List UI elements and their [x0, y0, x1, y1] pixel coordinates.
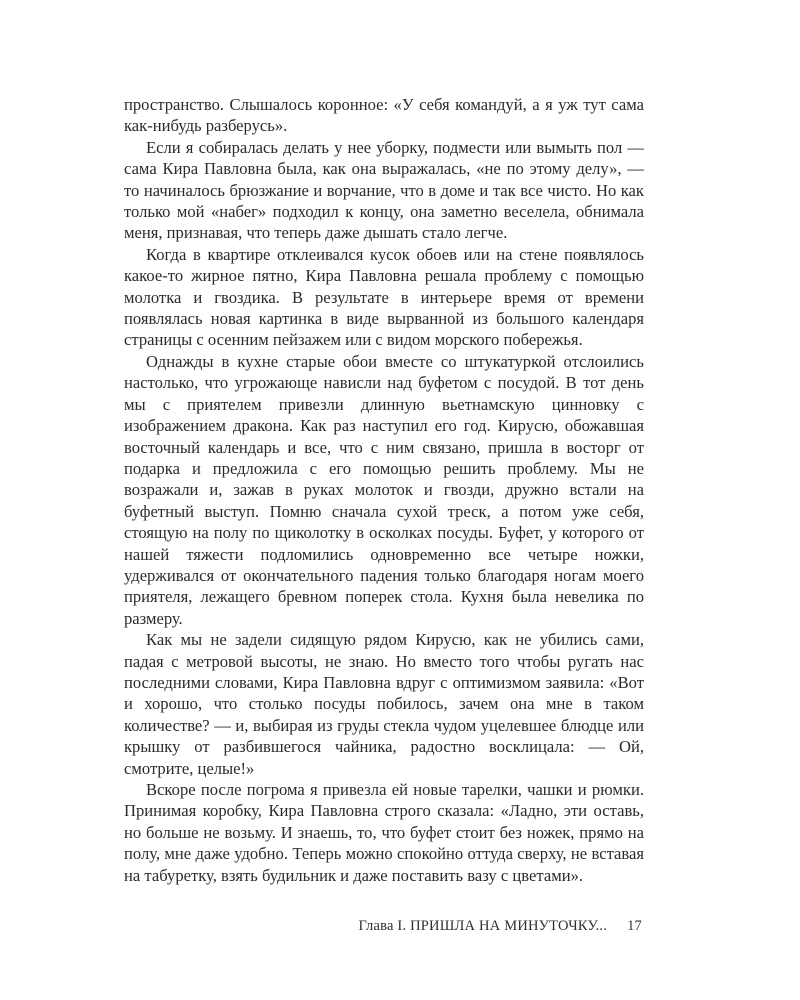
paragraph-4: Однажды в кухне старые обои вместе со штукатуркой отслоились настолько, что угрожающе нависли над буфетом с посудой. В тот день мы с приятелем привезли длинную вьетнамскую цинновку с изображением дракона. Как раз наступил его год. Кирусю, обожавшая восточный календарь и все, что с ним связано, пришла в восторг от подарка и предложила с его помощью решить проблему. Мы не возражали и, зажав в руках молоток и гвозди, дружно встали на буфетный выступ. Помню сначала сухой треск, а потом уже себя, стоящую на полу по щиколотку в осколках посуды. Буфет, у которого от нашей тяжести подломились одновременно все четыре ножки, удерживался от окончательного падения только благодаря ногам моего приятеля, лежащего бревном поперек стола. Кухня была невелика по размеру. [124, 351, 644, 628]
paragraph-5: Как мы не задели сидящую рядом Кирусю, как не убились сами, падая с метровой высоты, не знаю. Но вместо того чтобы ругать нас последними словами, Кира Павловна вдруг с оптимизмом заявила: «Вот и хорошо, что столько посуды побилось, зачем она мне в таком количестве? — и, выбирая из груды стекла чудом уцелевшее блюдце или крышку от разбившегося чайника, радостно восклицала: — Ой, смотрите, целые!» [124, 630, 644, 778]
paragraph-6: Вскоре после погрома я привезла ей новые тарелки, чашки и рюмки. Принимая коробку, Кира Павловна строго сказала: «Ладно, эти оставь, но больше не возьму. И знаешь, то, что буфет стоит без ножек, прямо на полу, мне даже удобно. Теперь можно спокойно оттуда сверху, не вставая на табуретку, взять будильник и даже поставить вазу с цветами». [124, 780, 644, 885]
body-text [124, 94, 644, 886]
paragraph-3: Когда в квартире отклеивался кусок обоев или на стене появлялось какое-то жирное пятно, Кира Павловна решала проблему с помощью молотка и гвоздика. В результате в интерьере время от времени появлялась новая картинка в виде вырванной из большого календаря страницы с осенним пейзажем или с видом морского побережья. [124, 244, 644, 350]
page-footer [359, 918, 642, 935]
paragraph-1: пространство. Слышалось коронное: «У себя командуй, а я уж тут сама как-нибудь разберусь». [124, 95, 644, 136]
paragraph-2: Если я собиралась делать у нее уборку, подмести или вымыть пол — сама Кира Павловна была, как она выражалась, «не по этому делу», — то начиналось брюзжание и ворчание, что в доме и так все чисто. Но как только мой «набег» подходил к концу, она заметно веселела, обнимала меня, признавая, что теперь даже дышать стало легче. [124, 137, 644, 243]
running-head: Глава I. ПРИШЛА НА МИНУТОЧКУ... [358, 918, 608, 934]
page-number: 17 [627, 918, 642, 934]
